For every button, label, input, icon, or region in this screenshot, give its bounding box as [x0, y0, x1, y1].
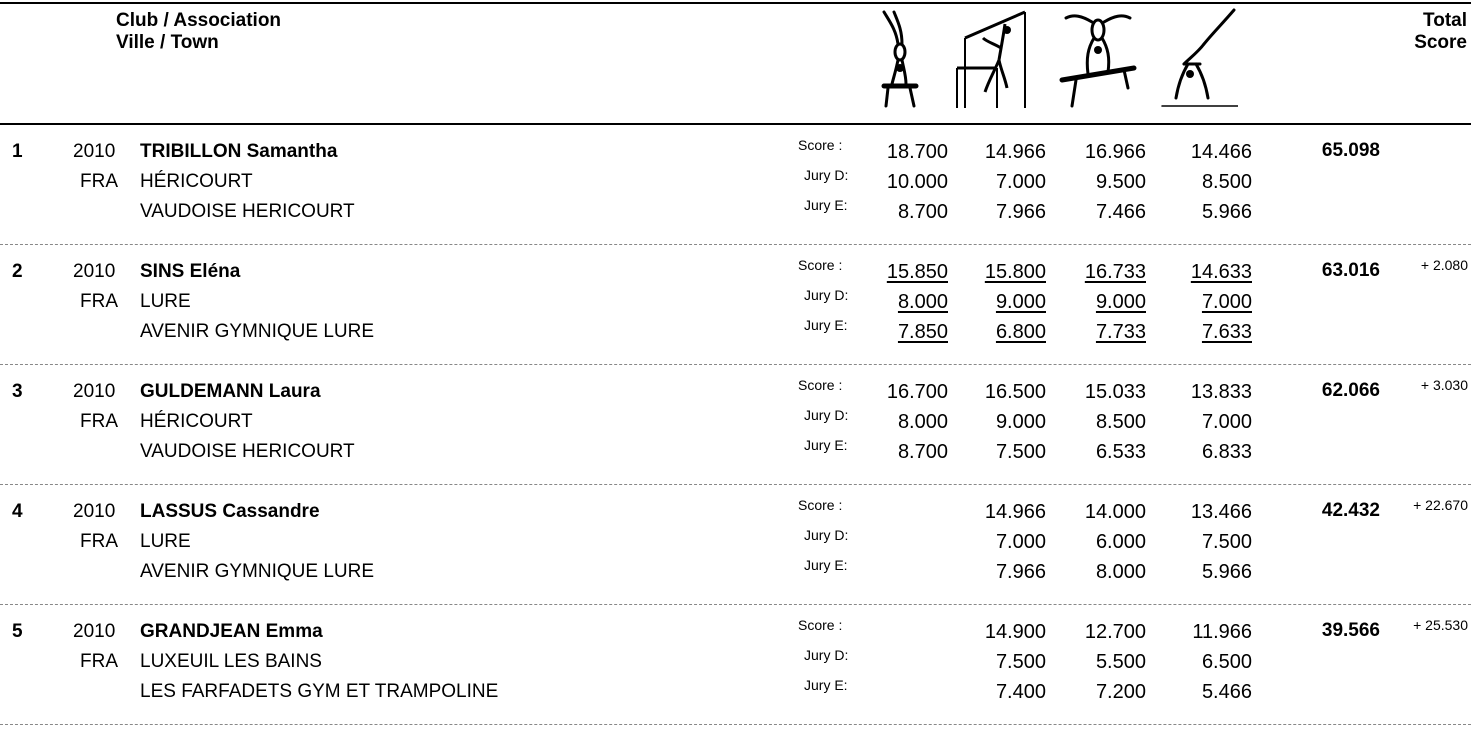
jury-d-value: 8.000	[897, 291, 948, 313]
score-value: 14.466	[1190, 141, 1252, 163]
jury-e-value: 7.966	[995, 201, 1046, 223]
score-value: 14.633	[1190, 261, 1252, 283]
country-code: FRA	[80, 651, 118, 672]
score-label: Score :	[798, 497, 843, 513]
result-row	[0, 128, 1471, 248]
jury-d-value: 7.500	[995, 651, 1046, 673]
score-value: 11.966	[1192, 621, 1252, 643]
jury-d-label: Jury D:	[804, 167, 849, 183]
score-value: 14.000	[1084, 501, 1146, 523]
jury-e-value: 8.700	[897, 201, 948, 223]
jury-e-value: 6.833	[1201, 441, 1252, 463]
birth-year: 2010	[73, 261, 116, 282]
town: HÉRICOURT	[140, 411, 253, 432]
jury-e-value: 5.966	[1201, 561, 1252, 583]
row-separator	[0, 484, 1471, 485]
jury-e-value: 5.466	[1201, 681, 1252, 703]
total-score: 62.066	[1321, 380, 1380, 401]
jury-d-value: 7.000	[995, 531, 1046, 553]
score-value: 14.966	[984, 141, 1046, 163]
score-value: 13.466	[1190, 501, 1252, 523]
jury-d-label: Jury D:	[804, 647, 849, 663]
points-behind: + 3.030	[1420, 377, 1468, 393]
jury-d-value: 10.000	[886, 171, 948, 193]
rank: 5	[12, 621, 23, 642]
jury-d-value: 8.500	[1095, 411, 1146, 433]
club: AVENIR GYMNIQUE LURE	[140, 561, 375, 582]
jury-d-value: 6.500	[1201, 651, 1252, 673]
score-label: Score :	[798, 257, 843, 273]
row-separator	[0, 724, 1471, 725]
rank: 3	[12, 381, 23, 402]
rank: 2	[12, 261, 23, 282]
score-label: Score :	[798, 377, 843, 393]
total-score: 65.098	[1321, 140, 1380, 161]
jury-d-value: 8.500	[1201, 171, 1252, 193]
jury-d-value: 5.500	[1095, 651, 1146, 673]
country-code: FRA	[80, 171, 118, 192]
jury-e-value: 6.800	[995, 321, 1046, 343]
jury-d-value: 9.000	[1095, 291, 1146, 313]
header-bottom-rule	[0, 123, 1471, 125]
points-behind: + 2.080	[1420, 257, 1468, 273]
score-value: 16.700	[886, 381, 948, 403]
jury-e-value: 7.850	[897, 321, 948, 343]
jury-e-label: Jury E:	[804, 317, 848, 333]
result-row	[0, 488, 1471, 608]
score-value: 14.900	[984, 621, 1046, 643]
jury-d-label: Jury D:	[804, 287, 849, 303]
jury-e-value: 8.700	[897, 441, 948, 463]
jury-e-value: 7.200	[1095, 681, 1146, 703]
score-label: Score :	[798, 617, 843, 633]
points-behind: + 22.670	[1413, 497, 1468, 513]
result-row	[0, 248, 1471, 368]
score-value: 15.800	[984, 261, 1046, 283]
birth-year: 2010	[73, 501, 116, 522]
header-top-rule	[0, 2, 1471, 4]
birth-year: 2010	[73, 381, 116, 402]
jury-e-label: Jury E:	[804, 677, 848, 693]
balance-beam-icon	[1058, 8, 1138, 112]
jury-d-label: Jury D:	[804, 527, 849, 543]
row-separator	[0, 604, 1471, 605]
jury-d-value: 9.000	[995, 411, 1046, 433]
jury-d-value: 9.500	[1095, 171, 1146, 193]
athlete-name: TRIBILLON Samantha	[140, 141, 338, 162]
jury-d-label: Jury D:	[804, 407, 849, 423]
floor-exercise-icon	[1158, 8, 1238, 112]
birth-year: 2010	[73, 141, 116, 162]
total-score: 39.566	[1321, 620, 1380, 641]
jury-e-value: 7.733	[1095, 321, 1146, 343]
jury-d-value: 7.000	[1201, 411, 1252, 433]
score-value: 12.700	[1084, 621, 1146, 643]
country-code: FRA	[80, 531, 118, 552]
jury-e-value: 5.966	[1201, 201, 1252, 223]
rank: 4	[12, 501, 23, 522]
jury-e-label: Jury E:	[804, 557, 848, 573]
total-header-label-1: Total	[1423, 10, 1467, 31]
score-label: Score :	[798, 137, 843, 153]
jury-e-label: Jury E:	[804, 437, 848, 453]
score-value: 18.700	[886, 141, 948, 163]
town: LURE	[140, 531, 191, 552]
jury-e-value: 6.533	[1095, 441, 1146, 463]
birth-year: 2010	[73, 621, 116, 642]
country-code: FRA	[80, 291, 118, 312]
town-header-label: Ville / Town	[116, 32, 219, 53]
athlete-name: SINS Eléna	[140, 261, 241, 282]
country-code: FRA	[80, 411, 118, 432]
jury-e-value: 7.400	[995, 681, 1046, 703]
total-score: 42.432	[1321, 500, 1380, 521]
jury-d-value: 8.000	[897, 411, 948, 433]
town: HÉRICOURT	[140, 171, 253, 192]
result-row	[0, 368, 1471, 488]
score-value: 15.033	[1084, 381, 1146, 403]
score-value: 16.500	[984, 381, 1046, 403]
score-value: 16.733	[1084, 261, 1146, 283]
result-row	[0, 608, 1471, 728]
club: VAUDOISE HERICOURT	[140, 201, 355, 222]
points-behind: + 25.530	[1413, 617, 1468, 633]
total-score: 63.016	[1321, 260, 1380, 281]
club: VAUDOISE HERICOURT	[140, 441, 355, 462]
club: LES FARFADETS GYM ET TRAMPOLINE	[140, 681, 499, 702]
rank: 1	[12, 141, 23, 162]
total-header-label-2: Score	[1414, 32, 1467, 53]
score-value: 16.966	[1084, 141, 1146, 163]
jury-e-value: 7.633	[1201, 321, 1252, 343]
jury-d-value: 7.500	[1201, 531, 1252, 553]
jury-d-value: 7.000	[995, 171, 1046, 193]
jury-d-value: 6.000	[1095, 531, 1146, 553]
jury-e-value: 7.500	[995, 441, 1046, 463]
score-value: 13.833	[1190, 381, 1252, 403]
score-value: 15.850	[886, 261, 948, 283]
athlete-name: GRANDJEAN Emma	[140, 621, 323, 642]
jury-d-value: 9.000	[995, 291, 1046, 313]
town: LUXEUIL LES BAINS	[140, 651, 322, 672]
jury-e-value: 8.000	[1095, 561, 1146, 583]
row-separator	[0, 244, 1471, 245]
jury-e-value: 7.466	[1095, 201, 1146, 223]
town: LURE	[140, 291, 191, 312]
jury-d-value: 7.000	[1201, 291, 1252, 313]
jury-e-label: Jury E:	[804, 197, 848, 213]
club: AVENIR GYMNIQUE LURE	[140, 321, 375, 342]
jury-e-value: 7.966	[995, 561, 1046, 583]
row-separator	[0, 364, 1471, 365]
vault-icon	[860, 8, 940, 112]
club-header-label: Club / Association	[116, 10, 282, 31]
athlete-name: GULDEMANN Laura	[140, 381, 321, 402]
score-value: 14.966	[984, 501, 1046, 523]
uneven-bars-icon	[955, 8, 1035, 112]
athlete-name: LASSUS Cassandre	[140, 501, 320, 522]
